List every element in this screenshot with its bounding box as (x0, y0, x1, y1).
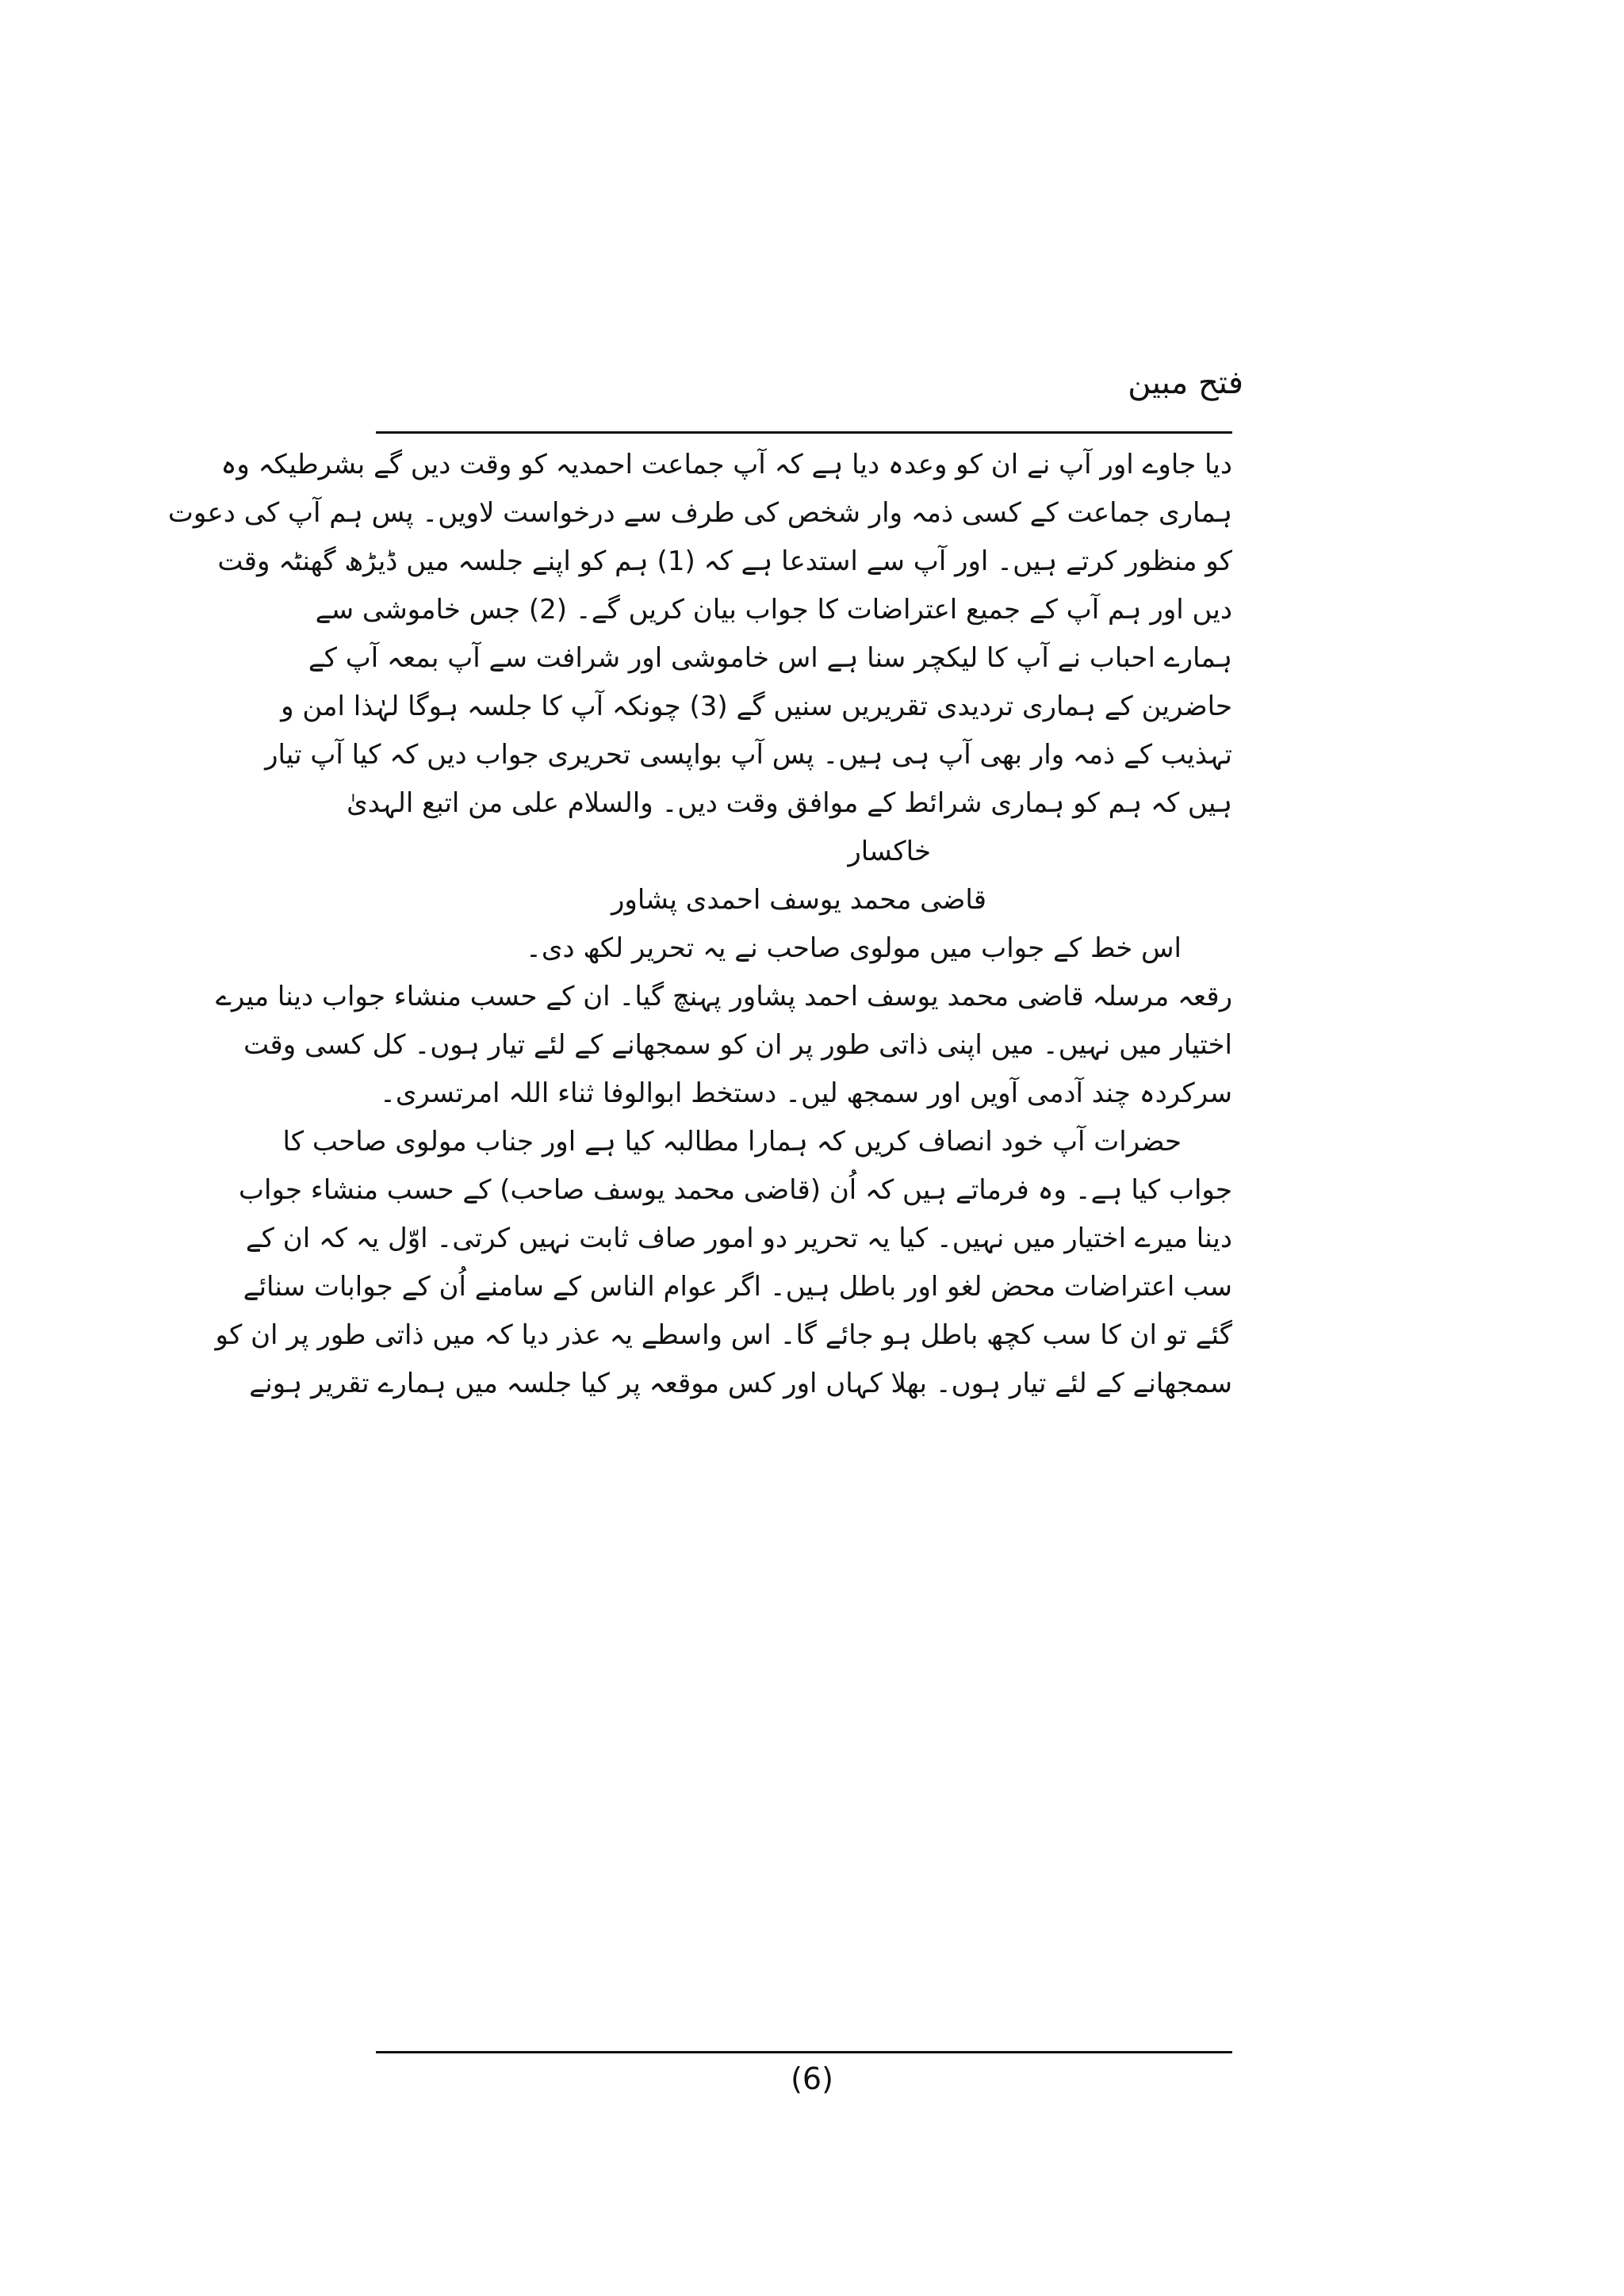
text-line: تہذیب کے ذمہ وار بھی آپ ہی ہیں۔ پس آپ بواپسی تحریری جواب دیں کہ کیا آپ تیار (265, 739, 1232, 771)
text-line: رقعہ مرسلہ قاضی محمد یوسف احمد پشاور پہنچ گیا۔ ان کے حسب منشاء جواب دینا میرے (215, 981, 1232, 1012)
text-line: دینا میرے اختیار میں نہیں۔ کیا یہ تحریر دو امور صاف ثابت نہیں کرتی۔ اوّل یہ کہ ان کے (245, 1223, 1232, 1254)
text-line: سرکردہ چند آدمی آویں اور سمجھ لیں۔ دستخط ابوالوفا ثناء اللہ امرتسری۔ (379, 1077, 1232, 1109)
text-line: ہماری جماعت کے کسی ذمہ وار شخص کی طرف سے درخواست لاویں۔ پس ہم آپ کی دعوت (167, 497, 1232, 529)
text-line: اختیار میں نہیں۔ میں اپنی ذاتی طور پر ان کو سمجھانے کے لئے تیار ہوں۔ کل کسی وقت (243, 1029, 1232, 1061)
text-line: حاضرین کے ہماری تردیدی تقریریں سنیں گے (3) چونکہ آپ کا جلسہ ہوگا لہٰذا امن و (281, 691, 1232, 722)
text-line: ہمارے احباب نے آپ کا لیکچر سنا ہے اس خاموشی اور شرافت سے آپ بمعہ آپ کے (308, 642, 1232, 674)
text-line: سب اعتراضات محض لغو اور باطل ہیں۔ اگر عوام الناس کے سامنے اُن کے جوابات سنائے (243, 1271, 1232, 1303)
text-line: کو منظور کرتے ہیں۔ اور آپ سے استدعا ہے کہ (1) ہم کو اپنے جلسہ میں ڈیڑھ گھنٹہ وقت (217, 545, 1232, 577)
text-line: دیں اور ہم آپ کے جمیع اعتراضات کا جواب بیان کریں گے۔ (2) جس خاموشی سے (315, 594, 1232, 626)
text-line: گئے تو ان کا سب کچھ باطل ہو جائے گا۔ اس واسطے یہ عذر دیا کہ میں ذاتی طور پر ان کو (215, 1319, 1232, 1351)
text-line: جواب کیا ہے۔ وہ فرماتے ہیں کہ اُن (قاضی محمد یوسف صاحب) کے حسب منشاء جواب (238, 1174, 1232, 1206)
text-line: سمجھانے کے لئے تیار ہوں۔ بھلا کہاں اور کس موقعہ پر کیا جلسہ میں ہمارے تقریر ہونے (249, 1368, 1232, 1399)
signature-name: قاضی محمد یوسف احمدی پشاور (611, 884, 986, 916)
running-title: فتح مبین (1128, 365, 1243, 401)
text-line: اس خط کے جواب میں مولوی صاحب نے یہ تحریر لکھ دی۔ (525, 932, 1182, 964)
page-number: (6) (791, 2061, 833, 2096)
footer-rule (376, 2051, 1232, 2053)
text-line: ہیں کہ ہم کو ہماری شرائط کے موافق وقت دیں۔ والسلام علی من اتبع الہدیٰ (347, 787, 1232, 819)
text-line: دیا جاوے اور آپ نے ان کو وعدہ دیا ہے کہ آپ جماعت احمدیہ کو وقت دیں گے بشرطیکہ وہ (220, 449, 1232, 480)
header-rule (376, 431, 1232, 434)
signature-closing: خاکسار (848, 836, 931, 867)
text-line: حضرات آپ خود انصاف کریں کہ ہمارا مطالبہ کیا ہے اور جناب مولوی صاحب کا (282, 1126, 1182, 1158)
body-text (167, 441, 1232, 1408)
